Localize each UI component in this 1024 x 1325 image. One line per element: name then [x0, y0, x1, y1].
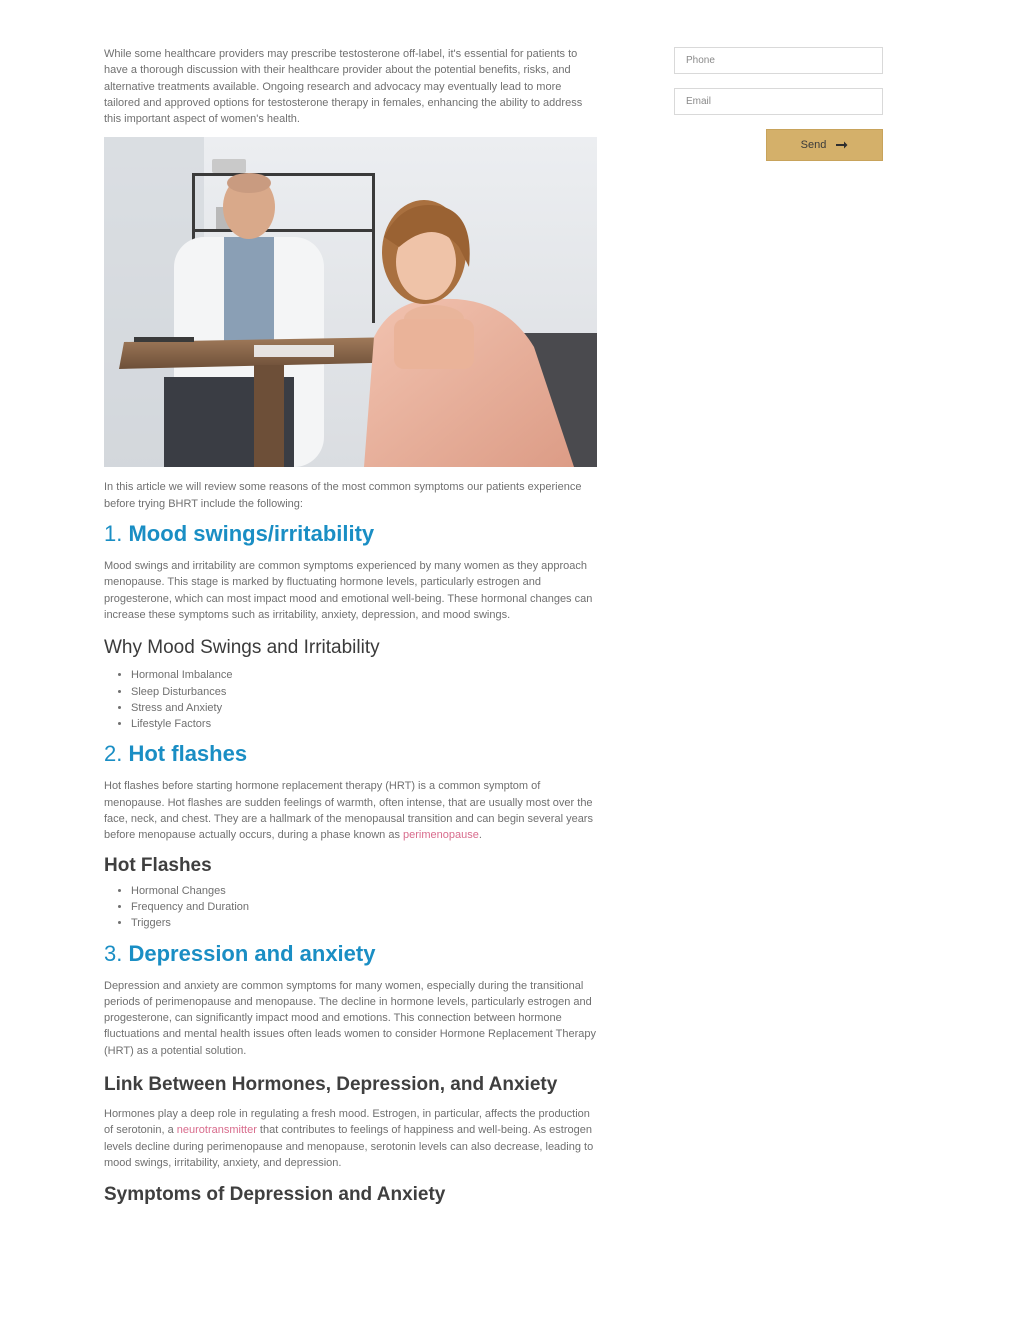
section-2-number: 2.	[104, 741, 123, 767]
section-3-subheading-1: Link Between Hormones, Depression, and Anxiety	[104, 1074, 558, 1096]
section-1-heading	[104, 520, 598, 548]
section-1-title: Mood swings/irritability	[128, 521, 375, 547]
section-2-heading	[104, 740, 598, 768]
perimenopause-link[interactable]: perimenopause	[403, 829, 479, 842]
list-item: • Triggers	[131, 915, 598, 931]
contact-form	[674, 47, 883, 161]
section-1-paragraph: Mood swings and irritability are common symptoms experienced by many women as they approach menopause. This stage is marked by fluctuating hormone levels, particularly estrogen and progesterone, which can most impact mood and emotional well-being. These hormonal changes can increase these symptoms such as irritability, anxiety, depression, and mood swings.	[104, 560, 593, 621]
arrow-right-icon	[836, 141, 848, 149]
send-button-label: Send	[800, 139, 827, 151]
list-item: • Lifestyle Factors	[131, 716, 598, 732]
section-3-heading	[104, 940, 598, 968]
neurotransmitter-link[interactable]: neurotransmitter	[176, 1124, 257, 1137]
section-3-subheading-2: Symptoms of Depression and Anxiety	[104, 1184, 446, 1206]
list-item: • Sleep Disturbances	[131, 684, 598, 700]
article-intro: In this article we will review some reasons of the most common symptoms our patients experience before trying BHRT include the following:	[104, 481, 582, 510]
section-3-paragraph: Depression and anxiety are common symptoms for many women, especially during the transitional periods of perimenopause and menopause. The decline in hormone levels, particularly estrogen and progesterone, can significantly impact mood and emotions. This connection between hormone fluctuations and mental health issues often leads women to consider Hormone Replacement Therapy (HRT) as a potential solution.	[104, 979, 597, 1057]
section-1-number: 1.	[104, 521, 123, 547]
list-item: • Frequency and Duration	[131, 899, 598, 915]
section-3-number: 3.	[104, 940, 123, 966]
section-2-subheading: Hot Flashes	[104, 854, 212, 876]
article-content	[104, 46, 598, 1206]
send-button[interactable]	[766, 129, 883, 161]
paragraph-text: .	[478, 829, 482, 842]
intro-paragraph: While some healthcare providers may prescribe testosterone off-label, it's essential for patients to have a thorough discussion with their healthcare provider about the potential benefits, risks, and alternative treatments available. Ongoing research and advocacy may eventually lead to more tailored and approved options for testosterone therapy in females, enhancing the ability to address this important aspect of women's health.	[104, 48, 583, 126]
list-item: • Hormonal Imbalance	[131, 667, 598, 683]
section-2-paragraph	[104, 778, 598, 843]
section-2-title: Hot flashes	[128, 741, 248, 767]
photo-illustration	[104, 137, 597, 467]
paragraph-text: Hormones play a deep role in regulating a fresh mood. Estrogen, in particular, affects the production of serotonin, a	[104, 1108, 590, 1137]
paragraph-text: that contributes to feelings of happiness and well-being. As estrogen levels decline during perimenopause and menopause, serotonin levels can also decrease, leading to mood swings, irritability, anxiety, and depression.	[104, 1124, 594, 1169]
list-item: • Stress and Anxiety	[131, 700, 598, 716]
phone-input[interactable]	[674, 47, 883, 74]
list-item: • Hormonal Changes	[131, 883, 598, 899]
section-3-title: Depression and anxiety	[128, 940, 376, 966]
section-1-subheading: Why Mood Swings and Irritability	[104, 637, 380, 659]
section-3-paragraph-2	[104, 1106, 598, 1171]
section-1-list	[104, 667, 598, 732]
paragraph-text: Hot flashes before starting hormone replacement therapy (HRT) is a common symptom of menopause. Hot flashes are sudden feelings of warmth, often intense, that are usually most over the face, neck, and chest. They are a hallmark of the menopausal transition and can begin several years before menopause actually occurs, during a phase known as	[104, 780, 593, 842]
doctor-patient-photo	[104, 137, 597, 467]
section-2-list	[104, 883, 598, 932]
email-input[interactable]	[674, 88, 883, 115]
